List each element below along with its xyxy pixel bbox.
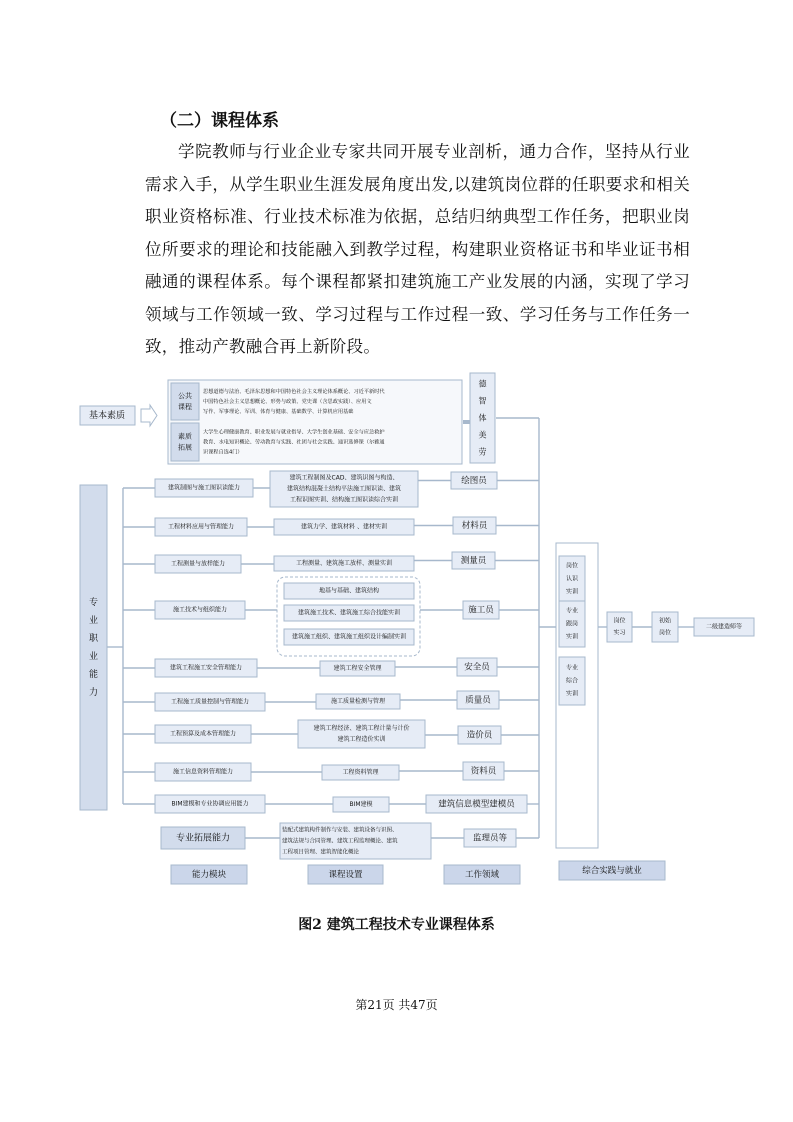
ability-label: 工程测量与放样能力	[170, 560, 226, 568]
bottom-label: 课程设置	[328, 870, 363, 880]
first-job-label: 岗位	[658, 629, 672, 637]
ability-label: 施工技术与组织能力	[172, 606, 228, 614]
basic-quality-label: 基本素质	[88, 411, 126, 421]
professional-ability-label: 业	[88, 652, 99, 662]
professional-ability-label: 职	[88, 634, 99, 644]
role-label: 施工员	[468, 605, 494, 616]
final-job-label: 二级建造师等	[705, 623, 743, 631]
bottom-label: 综合实践与就业	[582, 866, 642, 876]
body-paragraph: 学院教师与行业企业专家共同开展专业剖析，通力合作，坚持从行业需求入手，从学生职业生涯发展角度出发,以建筑岗位群的任职要求和相关职业资格标准、行业技术标准为依据，总结归纳典型工作任务，把职业岗位所要求的理论和技能融入到教学过程，构建职业资格证书和毕业证书相融通的课程体系。每个课程都紧扣建筑施工产业发展的内涵，实现了学习领域与工作领域一致、学习过程与工作过程一致、学习任务与工作任务一致，推动产教融合再上新阶段。	[145, 142, 690, 356]
extension-ability-label: 专业拓展能力	[175, 833, 231, 844]
role-label: 造价员	[466, 730, 493, 741]
ability-label: 工程预算及成本管理能力	[169, 730, 237, 738]
extension-course-text: 工程项目管理、建筑智能化概论	[282, 849, 360, 856]
role-label: 绘图员	[461, 476, 487, 486]
role-label: 建筑信息模型建模员	[438, 799, 515, 810]
role-label: 测量员	[460, 556, 487, 566]
public-course-tag	[171, 383, 199, 420]
practice-label: 实训	[565, 633, 579, 641]
virtue-label: 体	[478, 413, 487, 423]
course-label: 建筑工程安全管理	[333, 665, 382, 672]
ability-label: 建筑制图与施工图识读能力	[167, 484, 241, 492]
ability-label: BIM建模和专业协调应用能力	[171, 800, 249, 808]
course-label: 建筑结构混凝土结构平法施工图识读、建筑	[286, 485, 402, 493]
virtue-label: 德	[478, 379, 487, 389]
quality-extension-tag	[171, 423, 199, 461]
professional-ability-label: 力	[88, 688, 99, 698]
role-label: 安全员	[464, 662, 490, 673]
virtue-label: 智	[478, 396, 487, 406]
public-course-text: 中国特色社会主义思想概论、形势与政策、党史课（含思政实践）、应用文	[203, 399, 372, 405]
figure-caption: 图2 建筑工程技术专业课程体系	[298, 917, 495, 933]
arrow-icon	[141, 405, 157, 426]
professional-ability-label: 能	[88, 670, 99, 680]
virtue-label: 美	[478, 430, 487, 440]
ability-label: 工程材料应用与管理能力	[167, 523, 235, 531]
course-label: 工程识图实训、结构施工图识读综合实训	[289, 496, 399, 504]
internship-box	[607, 612, 632, 642]
course-label: 建筑工程经济、建筑工程计量与计价	[313, 725, 410, 732]
first-job-box	[652, 612, 678, 642]
course-label: 建筑工程制图及CAD、建筑识图与构造、	[289, 474, 399, 482]
practice-label: 岗位	[565, 562, 579, 570]
practice-label: 跟岗	[565, 620, 579, 628]
ability-label: 建筑工程施工安全管理能力	[169, 664, 243, 672]
practice-label: 实训	[565, 690, 579, 698]
role-label: 材料员	[461, 521, 488, 531]
professional-ability-label: 专	[88, 598, 99, 608]
course-label: 工程测量、建筑施工放样、测量实训	[295, 560, 393, 567]
course-label: 建筑施工技术、建筑施工综合技能实训	[297, 609, 401, 617]
quality-extension-text: 教育、水电知识概论、劳动教育与实践、社团与社会实践、通识选修课（尔雅通	[203, 439, 385, 446]
practice-label: 综合	[565, 677, 579, 685]
quality-extension-text: 大学生心理健康教育、职业发展与就业指导、大学生创业基础、安全与应急救护	[203, 429, 385, 436]
public-course-tag-label: 课程	[178, 403, 192, 411]
bottom-label: 工作领域	[464, 870, 500, 880]
course-label: 建筑力学、建筑材料 、建材实训	[301, 523, 387, 531]
course-label: 建筑工程造价实训	[337, 736, 386, 743]
practice-label: 专业	[565, 607, 579, 615]
role-label: 资料员	[470, 766, 497, 777]
course-label: 建筑施工组织、建筑施工组织设计编制实训	[291, 633, 407, 641]
practice-label: 实训	[565, 588, 579, 596]
course-label: BIM建模	[349, 801, 373, 808]
ability-label: 施工信息资料管理能力	[172, 768, 234, 776]
extension-course-text: 装配式建筑构件制作与安装、建筑设备与识图、	[282, 827, 398, 834]
virtue-label: 劳	[478, 447, 487, 457]
page-footer: 第21页 共47页	[355, 998, 438, 1012]
bottom-label: 能力模块	[191, 870, 227, 880]
ability-label: 工程施工质量控制与管理能力	[170, 698, 250, 706]
professional-ability-label: 业	[88, 616, 99, 626]
role-label: 质量员	[465, 695, 491, 706]
first-job-label: 初始	[658, 617, 672, 625]
course-label: 地基与基础、建筑结构	[318, 587, 380, 595]
professional-ability-box	[80, 485, 107, 810]
quality-extension-tag-label: 素质	[178, 432, 192, 441]
extension-course-text: 建筑法规与合同管理、建筑工程监理概论、建筑	[282, 838, 398, 845]
quality-extension-tag-label: 拓展	[178, 443, 192, 452]
section-heading: （二）课程体系	[160, 111, 279, 131]
internship-label: 岗位	[613, 617, 626, 625]
public-course-text: 写作、军事理论、军训、体育与健康、基础数学、计算机应用基础	[203, 409, 354, 415]
practice-label: 专业	[565, 664, 579, 672]
practice-label: 认识	[565, 575, 579, 583]
course-label: 施工质量检测与管理	[330, 698, 386, 705]
internship-label: 实习	[613, 629, 626, 637]
quality-extension-text: 识课程自选4门）	[203, 449, 243, 456]
public-course-tag-label: 公共	[178, 392, 192, 400]
course-label: 工程资料管理	[342, 769, 379, 776]
public-course-text: 思想道德与法治、毛泽东思想和中国特色社会主义理论体系概论、习近平新时代	[203, 389, 385, 395]
extension-role-label: 监理员等	[472, 833, 508, 844]
